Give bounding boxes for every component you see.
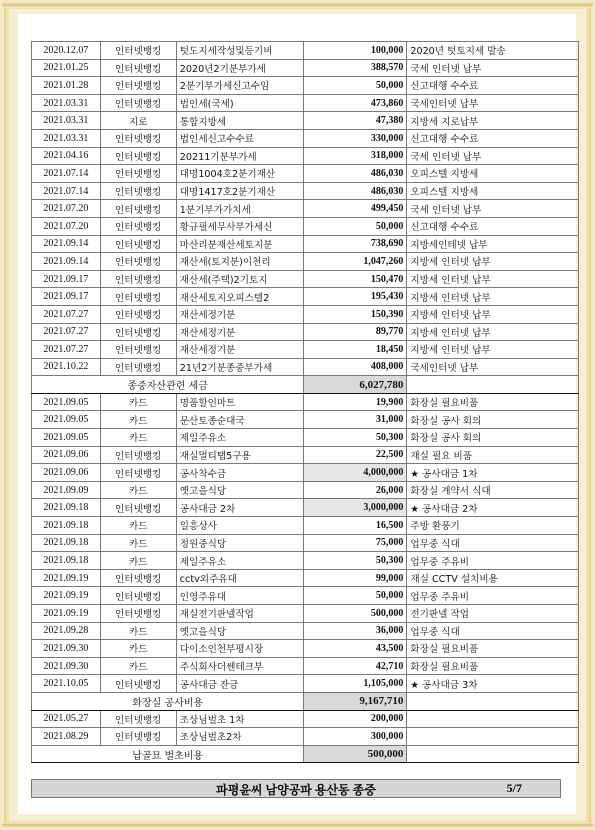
entry-date: 2021.09.05	[32, 393, 101, 411]
entry-description: 마산리분재산세토지분	[176, 235, 304, 253]
entry-note: ★ 공사대금 1차	[407, 464, 579, 482]
subtotal-label: 납골묘 벌초비용	[32, 745, 304, 763]
entry-date: 2020.12.07	[32, 42, 101, 60]
entry-payment-method: 인터넷뱅킹	[100, 464, 176, 482]
ledger-body	[32, 42, 579, 763]
entry-date: 2021.09.18	[32, 534, 101, 552]
entry-description: 재산세(토지분)이천리	[176, 253, 304, 271]
entry-date: 2021.09.18	[32, 552, 101, 570]
entry-date: 2021.08.29	[32, 728, 101, 746]
ledger-row	[32, 710, 579, 728]
entry-description: 정원중식당	[176, 534, 304, 552]
entry-description: 텃도지세작성및등기비	[176, 42, 304, 60]
subtotal-label: 종중자산관련 세금	[32, 376, 304, 394]
entry-date: 2021.04.16	[32, 147, 101, 165]
entry-amount: 50,300	[304, 429, 407, 447]
entry-payment-method: 인터넷뱅킹	[100, 235, 176, 253]
entry-note: 지방세 지로납부	[407, 112, 579, 130]
entry-description: 문산토종순대국	[176, 411, 304, 429]
entry-amount: 200,000	[304, 710, 407, 728]
entry-description: 조상님벌초 1차	[176, 710, 304, 728]
ledger-row	[32, 464, 579, 482]
entry-amount: 100,000	[304, 42, 407, 60]
entry-amount: 486,030	[304, 165, 407, 183]
entry-date: 2021.09.05	[32, 429, 101, 447]
entry-payment-method: 인터넷뱅킹	[100, 358, 176, 376]
entry-date: 2021.03.31	[32, 94, 101, 112]
entry-payment-method: 인터넷뱅킹	[100, 200, 176, 218]
entry-payment-method: 인터넷뱅킹	[100, 165, 176, 183]
entry-payment-method: 인터넷뱅킹	[100, 129, 176, 147]
ledger-row	[32, 217, 579, 235]
entry-amount: 300,000	[304, 728, 407, 746]
entry-payment-method: 인터넷뱅킹	[100, 42, 176, 60]
entry-amount: 486,030	[304, 182, 407, 200]
entry-date: 2021.03.31	[32, 112, 101, 130]
subtotal-amount: 500,000	[304, 745, 407, 763]
entry-description: 주식회사더쎈테크부	[176, 657, 304, 675]
entry-date: 2021.09.18	[32, 499, 101, 517]
entry-payment-method: 인터넷뱅킹	[100, 182, 176, 200]
entry-description: 20211기분부가세	[176, 147, 304, 165]
entry-note: 국세 인터넷 납부	[407, 200, 579, 218]
entry-note: 업무중 식대	[407, 622, 579, 640]
ledger-row	[32, 481, 579, 499]
entry-note: 지방세 인터넷 납부	[407, 270, 579, 288]
entry-payment-method: 인터넷뱅킹	[100, 587, 176, 605]
entry-date: 2021.09.14	[32, 253, 101, 271]
entry-date: 2021.07.14	[32, 182, 101, 200]
entry-amount: 26,000	[304, 481, 407, 499]
entry-payment-method: 인터넷뱅킹	[100, 675, 176, 693]
entry-description: 재산세토지오피스텔2	[176, 288, 304, 306]
entry-date: 2021.07.14	[32, 165, 101, 183]
entry-amount: 50,000	[304, 587, 407, 605]
entry-description: 법인세신고수수료	[176, 129, 304, 147]
entry-amount: 4,000,000	[304, 464, 407, 482]
ledger-row	[32, 235, 579, 253]
ledger-row	[32, 112, 579, 130]
entry-description: 통합지방세	[176, 112, 304, 130]
ledger-row	[32, 253, 579, 271]
entry-note: 신고대행 수수료	[407, 217, 579, 235]
entry-amount: 1,105,000	[304, 675, 407, 693]
entry-amount: 31,000	[304, 411, 407, 429]
entry-payment-method: 인터넷뱅킹	[100, 323, 176, 341]
ledger-row	[32, 587, 579, 605]
entry-note: 화장실 필요비품	[407, 657, 579, 675]
entry-payment-method: 인터넷뱅킹	[100, 217, 176, 235]
entry-date: 2021.09.05	[32, 411, 101, 429]
scroll-rod-top	[2, 2, 593, 8]
entry-date: 2021.09.17	[32, 270, 101, 288]
entry-note: 신고대행 수수료	[407, 77, 579, 95]
entry-note: 오피스텔 지방세	[407, 182, 579, 200]
entry-description: 재실전기판넬작업	[176, 605, 304, 623]
entry-date: 2021.09.06	[32, 464, 101, 482]
entry-date: 2021.10.22	[32, 358, 101, 376]
ledger-row	[32, 657, 579, 675]
entry-date: 2021.07.27	[32, 341, 101, 359]
entry-note: 2020년 텃토지세 발송	[407, 42, 579, 60]
entry-note: 화장실 필요비품	[407, 393, 579, 411]
entry-date: 2021.07.27	[32, 323, 101, 341]
ledger-row	[32, 640, 579, 658]
entry-amount: 318,000	[304, 147, 407, 165]
entry-amount: 50,300	[304, 552, 407, 570]
entry-description: 대명1004호2분기재산	[176, 165, 304, 183]
entry-date: 2021.09.18	[32, 517, 101, 535]
subtotal-amount: 6,027,780	[304, 376, 407, 394]
ledger-row	[32, 42, 579, 60]
entry-amount: 19,900	[304, 393, 407, 411]
entry-amount: 195,430	[304, 288, 407, 306]
entry-date: 2021.05.27	[32, 710, 101, 728]
entry-date: 2021.10.05	[32, 675, 101, 693]
entry-note: 국세인터넷 납부	[407, 94, 579, 112]
entry-note: 국세 인터넷 납부	[407, 59, 579, 77]
entry-payment-method: 인터넷뱅킹	[100, 253, 176, 271]
entry-payment-method: 카드	[100, 481, 176, 499]
ledger-row	[32, 517, 579, 535]
entry-payment-method: 지로	[100, 112, 176, 130]
ledger-row	[32, 499, 579, 517]
entry-amount: 738,690	[304, 235, 407, 253]
entry-note: 오피스텔 지방세	[407, 165, 579, 183]
entry-description: 재산세정기분	[176, 305, 304, 323]
entry-date: 2021.09.09	[32, 481, 101, 499]
subtotal-note-blank	[407, 745, 579, 763]
entry-description: 옛고을식당	[176, 622, 304, 640]
footer-title: 파평윤씨 남양공파 용산동 종중	[216, 783, 376, 797]
entry-description: 제일주유소	[176, 429, 304, 447]
entry-payment-method: 인터넷뱅킹	[100, 288, 176, 306]
entry-date: 2021.01.28	[32, 77, 101, 95]
entry-amount: 1,047,260	[304, 253, 407, 271]
entry-amount: 89,770	[304, 323, 407, 341]
entry-amount: 75,000	[304, 534, 407, 552]
entry-amount: 50,000	[304, 217, 407, 235]
entry-description: 황규필세무사부가세신	[176, 217, 304, 235]
ledger-row	[32, 200, 579, 218]
entry-description: 공사착수금	[176, 464, 304, 482]
entry-note: 지방세 인터넷 납부	[407, 341, 579, 359]
entry-note: 지방세 인터넷 납부	[407, 323, 579, 341]
entry-description: 제일주유소	[176, 552, 304, 570]
ledger-row	[32, 393, 579, 411]
subtotal-row	[32, 376, 579, 394]
entry-payment-method: 인터넷뱅킹	[100, 147, 176, 165]
entry-note: 화장실 계약서 식대	[407, 481, 579, 499]
ledger-row	[32, 605, 579, 623]
entry-payment-method: 인터넷뱅킹	[100, 446, 176, 464]
subtotal-amount: 9,167,710	[304, 692, 407, 710]
entry-amount: 99,000	[304, 569, 407, 587]
ledger-row	[32, 147, 579, 165]
entry-amount: 408,000	[304, 358, 407, 376]
entry-date: 2021.09.19	[32, 605, 101, 623]
entry-note: 화장실 필요비품	[407, 640, 579, 658]
entry-payment-method: 인터넷뱅킹	[100, 305, 176, 323]
entry-description: 1분기부가가치세	[176, 200, 304, 218]
entry-payment-method: 인터넷뱅킹	[100, 270, 176, 288]
entry-note: 재실 필요 비품	[407, 446, 579, 464]
entry-payment-method: 인터넷뱅킹	[100, 728, 176, 746]
entry-note: 업무중 주유비	[407, 587, 579, 605]
entry-payment-method: 카드	[100, 657, 176, 675]
entry-date: 2021.07.27	[32, 305, 101, 323]
entry-description: 법인세(국세)	[176, 94, 304, 112]
ledger-row	[32, 77, 579, 95]
entry-payment-method: 인터넷뱅킹	[100, 341, 176, 359]
entry-description: 재산세정기분	[176, 323, 304, 341]
entry-payment-method: 카드	[100, 552, 176, 570]
entry-payment-method: 인터넷뱅킹	[100, 59, 176, 77]
entry-amount: 22,500	[304, 446, 407, 464]
entry-payment-method: 인터넷뱅킹	[100, 499, 176, 517]
entry-date: 2021.09.17	[32, 288, 101, 306]
entry-description: 재실멀티탭5구용	[176, 446, 304, 464]
ledger-row	[32, 165, 579, 183]
entry-date: 2021.01.25	[32, 59, 101, 77]
entry-description: 인영주유대	[176, 587, 304, 605]
entry-note	[407, 728, 579, 746]
entry-note: ★ 공사대금 3차	[407, 675, 579, 693]
entry-amount: 16,500	[304, 517, 407, 535]
entry-amount: 36,000	[304, 622, 407, 640]
entry-description: 조상님벌초2차	[176, 728, 304, 746]
ledger-row	[32, 411, 579, 429]
entry-amount: 150,390	[304, 305, 407, 323]
ledger-row	[32, 59, 579, 77]
ledger-row	[32, 129, 579, 147]
entry-amount: 47,380	[304, 112, 407, 130]
entry-description: 재산세정기분	[176, 341, 304, 359]
entry-amount: 3,000,000	[304, 499, 407, 517]
entry-note: 지방세 인터넷 납부	[407, 253, 579, 271]
entry-date: 2021.09.14	[32, 235, 101, 253]
ledger-row	[32, 569, 579, 587]
ledger-row	[32, 94, 579, 112]
entry-description: 2분기부가세신고수임	[176, 77, 304, 95]
entry-note: 신고대행 수수료	[407, 129, 579, 147]
ledger-row	[32, 305, 579, 323]
entry-amount: 50,000	[304, 77, 407, 95]
ledger-row	[32, 358, 579, 376]
entry-amount: 42,710	[304, 657, 407, 675]
ledger-row	[32, 622, 579, 640]
ledger-row	[32, 675, 579, 693]
entry-amount: 500,000	[304, 605, 407, 623]
ledger-row	[32, 728, 579, 746]
entry-description: 공사대금 잔금	[176, 675, 304, 693]
entry-payment-method: 카드	[100, 534, 176, 552]
ledger-row	[32, 446, 579, 464]
entry-date: 2021.09.19	[32, 587, 101, 605]
entry-description: 일흥상사	[176, 517, 304, 535]
entry-note: 국세 인터넷 납부	[407, 147, 579, 165]
entry-amount: 330,000	[304, 129, 407, 147]
entry-description: 공사대금 2차	[176, 499, 304, 517]
entry-payment-method: 인터넷뱅킹	[100, 605, 176, 623]
subtotal-label: 화장실 공사비용	[32, 692, 304, 710]
entry-note	[407, 710, 579, 728]
entry-amount: 388,570	[304, 59, 407, 77]
entry-amount: 43,500	[304, 640, 407, 658]
entry-note: 재실 CCTV 설치비용	[407, 569, 579, 587]
subtotal-row	[32, 745, 579, 763]
ledger-row	[32, 270, 579, 288]
entry-note: 지방세 인터넷 납부	[407, 305, 579, 323]
ledger-row	[32, 429, 579, 447]
entry-date: 2021.07.20	[32, 200, 101, 218]
entry-payment-method: 인터넷뱅킹	[100, 710, 176, 728]
entry-description: 2020년2기분부가세	[176, 59, 304, 77]
scroll-rod-bottom	[2, 822, 593, 828]
entry-note: ★ 공사대금 2차	[407, 499, 579, 517]
entry-date: 2021.09.30	[32, 640, 101, 658]
footer-bar	[31, 779, 561, 798]
entry-description: 명품할인마트	[176, 393, 304, 411]
entry-date: 2021.09.06	[32, 446, 101, 464]
entry-description: 다이소인천부평시장	[176, 640, 304, 658]
ledger-row	[32, 323, 579, 341]
ledger-row	[32, 552, 579, 570]
entry-note: 국세인터넷 납부	[407, 358, 579, 376]
ledger-row	[32, 182, 579, 200]
entry-amount: 473,860	[304, 94, 407, 112]
entry-date: 2021.07.20	[32, 217, 101, 235]
entry-description: 옛고을식당	[176, 481, 304, 499]
entry-amount: 150,470	[304, 270, 407, 288]
entry-payment-method: 카드	[100, 411, 176, 429]
entry-date: 2021.03.31	[32, 129, 101, 147]
subtotal-note-blank	[407, 376, 579, 394]
ledger-table	[31, 41, 579, 763]
entry-description: 재산세(주택)2기토지	[176, 270, 304, 288]
entry-date: 2021.09.19	[32, 569, 101, 587]
entry-payment-method: 카드	[100, 517, 176, 535]
entry-date: 2021.09.28	[32, 622, 101, 640]
entry-payment-method: 카드	[100, 429, 176, 447]
entry-description: 대명1417호2분기재산	[176, 182, 304, 200]
entry-description: 21년2기분종중부가세	[176, 358, 304, 376]
entry-payment-method: 카드	[100, 622, 176, 640]
entry-note: 전기판넬 작업	[407, 605, 579, 623]
entry-payment-method: 인터넷뱅킹	[100, 569, 176, 587]
entry-description: cctv외주유대	[176, 569, 304, 587]
document-page	[18, 14, 576, 814]
entry-payment-method: 인터넷뱅킹	[100, 77, 176, 95]
entry-note: 업무중 식대	[407, 534, 579, 552]
entry-payment-method: 인터넷뱅킹	[100, 94, 176, 112]
entry-date: 2021.09.30	[32, 657, 101, 675]
entry-payment-method: 카드	[100, 393, 176, 411]
entry-note: 업무중 주유비	[407, 552, 579, 570]
entry-note: 지방세 인터넷 납부	[407, 288, 579, 306]
entry-amount: 499,450	[304, 200, 407, 218]
ledger-row	[32, 288, 579, 306]
entry-note: 화장실 공사 회의	[407, 411, 579, 429]
subtotal-row	[32, 692, 579, 710]
entry-note: 화장실 공사 회의	[407, 429, 579, 447]
entry-note: 지방세인테넷 납부	[407, 235, 579, 253]
ledger-row	[32, 534, 579, 552]
entry-payment-method: 카드	[100, 640, 176, 658]
ledger-row	[32, 341, 579, 359]
subtotal-note-blank	[407, 692, 579, 710]
entry-amount: 18,450	[304, 341, 407, 359]
page-number: 5/7	[506, 781, 522, 795]
entry-note: 주방 환풍기	[407, 517, 579, 535]
